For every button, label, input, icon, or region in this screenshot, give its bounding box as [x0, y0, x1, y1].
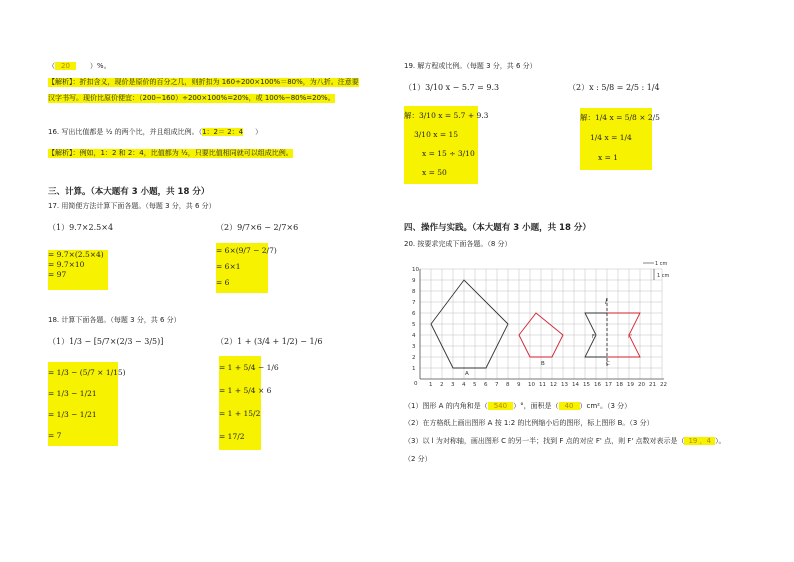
q18-2-step: = 1 + 15/2 [219, 409, 261, 418]
x-tick-label: 3 [451, 382, 455, 388]
y-tick-label: 9 [412, 278, 416, 284]
x-tick-label: 21 [649, 382, 656, 388]
q17-1-label: （1）9.7×2.5×4 [48, 223, 114, 232]
scale-label: 1 cm [655, 261, 668, 267]
y-tick-label: 3 [412, 344, 416, 350]
y-tick-label: 1 [412, 366, 416, 372]
x-tick-label: 6 [484, 382, 488, 388]
q18-2-label: （2）1 + (3/4 + 1/2) − 1/6 [216, 337, 323, 346]
grid-figure [400, 252, 700, 394]
q18-1-step: = 1/3 − (5/7 × 1/15) [48, 368, 126, 377]
q18-heading: 18. 计算下面各题。（每题 3 分，共 6 分） [48, 316, 181, 324]
q20-3-points: （2 分） [404, 455, 432, 463]
x-tick-label: 1 [429, 382, 433, 388]
x-tick-label: 20 [638, 382, 645, 388]
q19-2-step: x = 1 [598, 153, 619, 162]
q18-1-step: = 1/3 − 1/21 [48, 410, 97, 419]
x-tick-label: 5 [473, 382, 477, 388]
point-f-prime-label: F' [628, 334, 633, 340]
origin-label: 0 [414, 381, 418, 387]
q18-1-answer-box [48, 362, 126, 446]
q15-line: （ 20 ）%。 [48, 62, 111, 70]
x-tick-label: 7 [495, 382, 499, 388]
q18-2-step: = 1 + 5/4 − 1/6 [219, 363, 279, 372]
x-tick-label: 22 [660, 382, 667, 388]
q16-line [48, 128, 262, 137]
axis-l-label: l [605, 298, 607, 306]
point-f-label: F [592, 334, 595, 340]
q16-answer: 1：2＝ 2：4 [202, 128, 244, 136]
y-tick-label: 6 [412, 311, 416, 317]
x-tick-label: 17 [605, 382, 612, 388]
y-tick-label: 7 [412, 300, 416, 306]
y-tick-label: 4 [412, 333, 416, 339]
q15-answer: 20 [55, 62, 76, 70]
q17-2-step: = 6×1 [216, 262, 241, 271]
x-tick-label: 19 [627, 382, 634, 388]
q17-1-step: = 97 [48, 270, 67, 279]
q19-heading: 19. 解方程或比例。（每题 3 分，共 6 分） [404, 62, 537, 70]
q20-2-line: （2）在方格纸上画出图形 A 按 1:2 的比例缩小后的图形，标上图形 B。（3 分） [404, 419, 654, 427]
q20-1-answer-area: 40 [559, 402, 580, 410]
q15-analysis-1: 【解析】：折扣含义，现价是原价的百分之几，则折扣为 160÷200×100%＝80%，为八折。注意要 [48, 78, 359, 86]
q18-1-label: （1）1/3 − [5/7×(2/3 − 3/5)] [48, 337, 164, 346]
q19-1-step: x = 15 ÷ 3/10 [422, 149, 475, 158]
x-tick-label: 12 [550, 382, 557, 388]
q20-3-answer: 19 ，4 [684, 437, 715, 445]
q20-1-text-b: ）°，面积是（ [513, 402, 559, 410]
q15-analysis-2: 汉字书写。现价比原价便宜：（200−160）÷200×100%=20%，或 100%−80%=20%。 [48, 94, 335, 102]
q18-2-step: = 17/2 [219, 432, 245, 441]
q19-1-answer-box [404, 106, 489, 184]
q19-2-step: 1/4 x = 1/4 [590, 133, 632, 142]
q18-1-step: = 1/3 − 1/21 [48, 389, 97, 398]
x-tick-label: 14 [572, 382, 579, 388]
q17-heading: 17. 用简便方法计算下面各题。（每题 3 分，共 6 分） [48, 202, 216, 210]
q17-2-step: = 6×(9/7 − 2/7) [216, 246, 277, 255]
shape-b-label: B [541, 361, 545, 367]
section-4-heading: 四、操作与实践。（本大题有 3 小题，共 18 分） [404, 223, 591, 233]
y-tick-label: 10 [412, 267, 419, 273]
q16-text: 16. 写出比值都是 ½ 的两个比，并且组成比例。（ [48, 128, 203, 136]
x-tick-label: 18 [616, 382, 623, 388]
x-tick-label: 16 [594, 382, 601, 388]
q18-1-step: = 7 [48, 431, 62, 440]
q20-3-text-b: ）。 [715, 437, 726, 445]
q18-2-step: = 1 + 5/4 × 6 [219, 386, 272, 395]
shape-a-label: A [465, 371, 469, 377]
q16-analysis: 【解析】：例如，1：2 和 2：4，比值都为 ½，只要比值相同就可以组成比例。 [48, 149, 293, 157]
x-tick-label: 4 [462, 382, 466, 388]
q20-1-line [404, 402, 631, 411]
q19-1-step: 3/10 x = 15 [414, 130, 459, 139]
q16-close: ） [255, 128, 263, 136]
q18-2-answer-box [219, 356, 279, 450]
x-tick-label: 2 [440, 382, 444, 388]
q19-1-label: （1）3/10 x − 5.7 = 9.3 [404, 83, 500, 92]
y-tick-labels [412, 267, 419, 372]
x-tick-labels [429, 382, 667, 388]
q17-2-label: （2）9/7×6 − 2/7×6 [216, 223, 299, 232]
shape-c-label: C [606, 361, 610, 367]
q17-1-answer-box [48, 250, 108, 290]
section-3-heading: 三、计算。（本大题有 3 小题，共 18 分） [48, 187, 210, 197]
scale-label-2: 1 cm [657, 273, 670, 279]
q19-2-label: （2）x : 5/8 = 2/5 : 1/4 [568, 83, 660, 92]
q17-2-answer-box [216, 243, 277, 293]
q17-1-step: = 9.7×(2.5×4) [48, 250, 104, 259]
q20-1-answer-angle: 540 [488, 402, 513, 410]
q17-2-step: = 6 [216, 278, 230, 287]
x-tick-label: 11 [539, 382, 546, 388]
x-tick-label: 8 [506, 382, 510, 388]
q19-2-step: 解：1/4 x = 5/8 × 2/5 [580, 113, 660, 122]
q15-tail: ）%。 [89, 62, 111, 70]
y-tick-label: 2 [412, 355, 416, 361]
q19-1-step: x = 50 [422, 168, 447, 177]
q19-2-answer-box [580, 108, 660, 170]
x-tick-label: 15 [583, 382, 590, 388]
x-tick-label: 13 [561, 382, 568, 388]
q20-heading: 20. 按要求完成下面各题。（8 分） [404, 240, 512, 248]
x-tick-label: 10 [528, 382, 535, 388]
y-tick-label: 5 [412, 322, 416, 328]
q17-1-step: = 9.7×10 [48, 260, 85, 269]
x-tick-label: 9 [517, 382, 521, 388]
q20-3-text-a: （3）以 l 为对称轴，画出图形 C 的另一半；找到 F 点的对应 F' 点，则 F' 点数对表示是（ [404, 437, 685, 445]
y-tick-label: 8 [412, 289, 416, 295]
q20-1-text-c: ）cm²。（3 分） [579, 402, 632, 410]
q20-3-line [404, 437, 726, 446]
q20-1-text-a: （1）图形 A 的内角和是（ [404, 402, 488, 410]
q19-1-step: 解：3/10 x = 5.7 + 9.3 [404, 111, 489, 120]
